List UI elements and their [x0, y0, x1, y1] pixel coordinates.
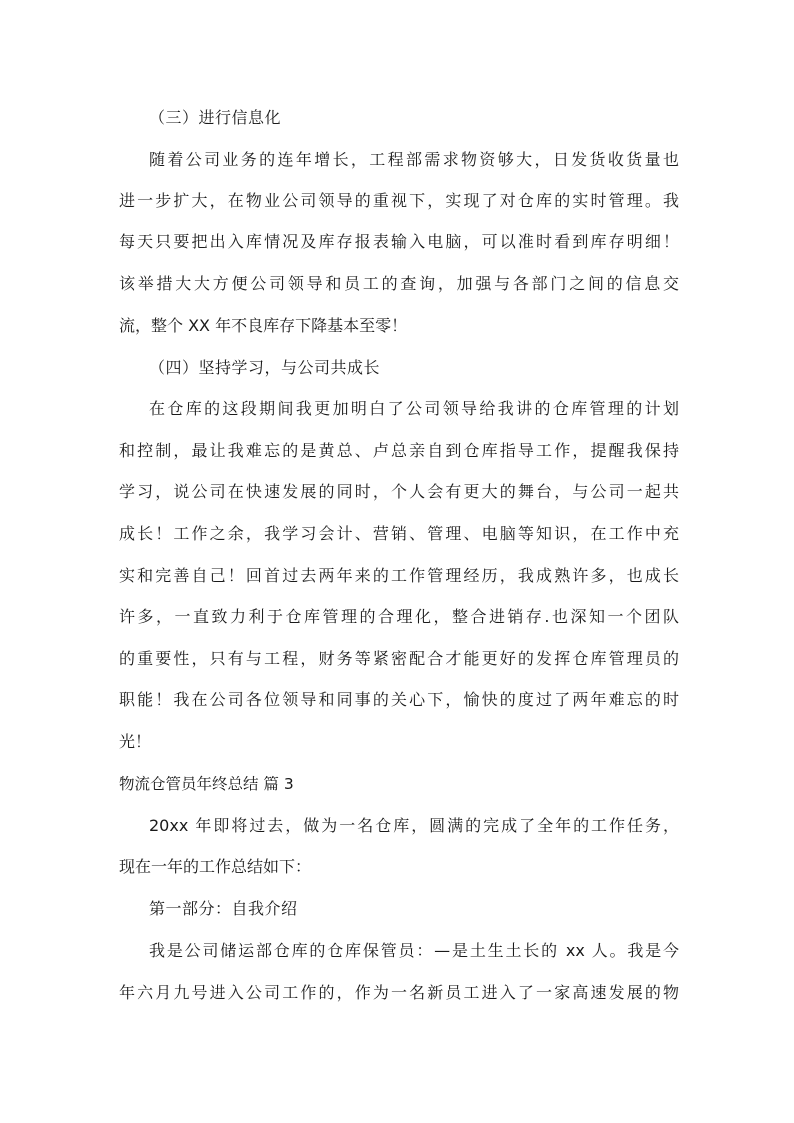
paragraph-line: 随着公司业务的连年增长，工程部需求物资够大，日发货收货量也: [149, 150, 679, 169]
paragraph-line: 在仓库的这段期间我更加明白了公司领导给我讲的仓库管理的计划: [149, 399, 679, 418]
paragraph-line: 的重要性，只有与工程，财务等紧密配合才能更好的发挥仓库管理员的: [119, 649, 679, 668]
paragraph-line: 每天只要把出入库情况及库存报表输入电脑，可以准时看到库存明细！: [119, 232, 679, 251]
paragraph-line: 和控制，最让我难忘的是黄总、卢总亲自到仓库指导工作，提醒我保持: [119, 441, 679, 460]
article-title: 物流仓管员年终总结 篇 3: [119, 775, 294, 793]
paragraph-line: 现在一年的工作总结如下：: [119, 857, 312, 876]
paragraph-line: 学习，说公司在快速发展的同时，个人会有更大的舞台，与公司一起共: [119, 482, 679, 501]
paragraph-line: 年六月九号进入公司工作的，作为一名新员工进入了一家高速发展的物: [119, 983, 679, 1002]
paragraph-line: 我是公司储运部仓库的仓库保管员：—是土生土长的 xx 人。我是今: [149, 941, 679, 960]
paragraph-line: 进一步扩大，在物业公司领导的重视下，实现了对仓库的实时管理。我: [119, 191, 679, 210]
paragraph-line: 20xx 年即将过去，做为一名仓库，圆满的完成了全年的工作任务，: [149, 816, 679, 835]
paragraph-line: 职能！我在公司各位领导和同事的关心下，愉快的度过了两年难忘的时: [119, 690, 679, 709]
section-heading-informatization: （三）进行信息化: [149, 108, 282, 127]
paragraph-line: 实和完善自己！回首过去两年来的工作管理经历，我成熟许多，也成长: [119, 566, 679, 585]
part-heading-self-intro: 第一部分：自我介绍: [149, 899, 298, 918]
paragraph-line: 许多，一直致力利于仓库管理的合理化，整合进销存.也深知一个团队: [119, 607, 679, 626]
paragraph-line: 成长！工作之余，我学习会计、营销、管理、电脑等知识，在工作中充: [119, 524, 679, 543]
paragraph-line: 流，整个 XX 年不良库存下降基本至零！: [119, 316, 408, 335]
section-heading-learning: （四）坚持学习，与公司共成长: [149, 358, 381, 377]
paragraph-line: 该举措大大方便公司领导和员工的查询，加强与各部门之间的信息交: [119, 274, 679, 293]
paragraph-line: 光！: [119, 732, 152, 751]
